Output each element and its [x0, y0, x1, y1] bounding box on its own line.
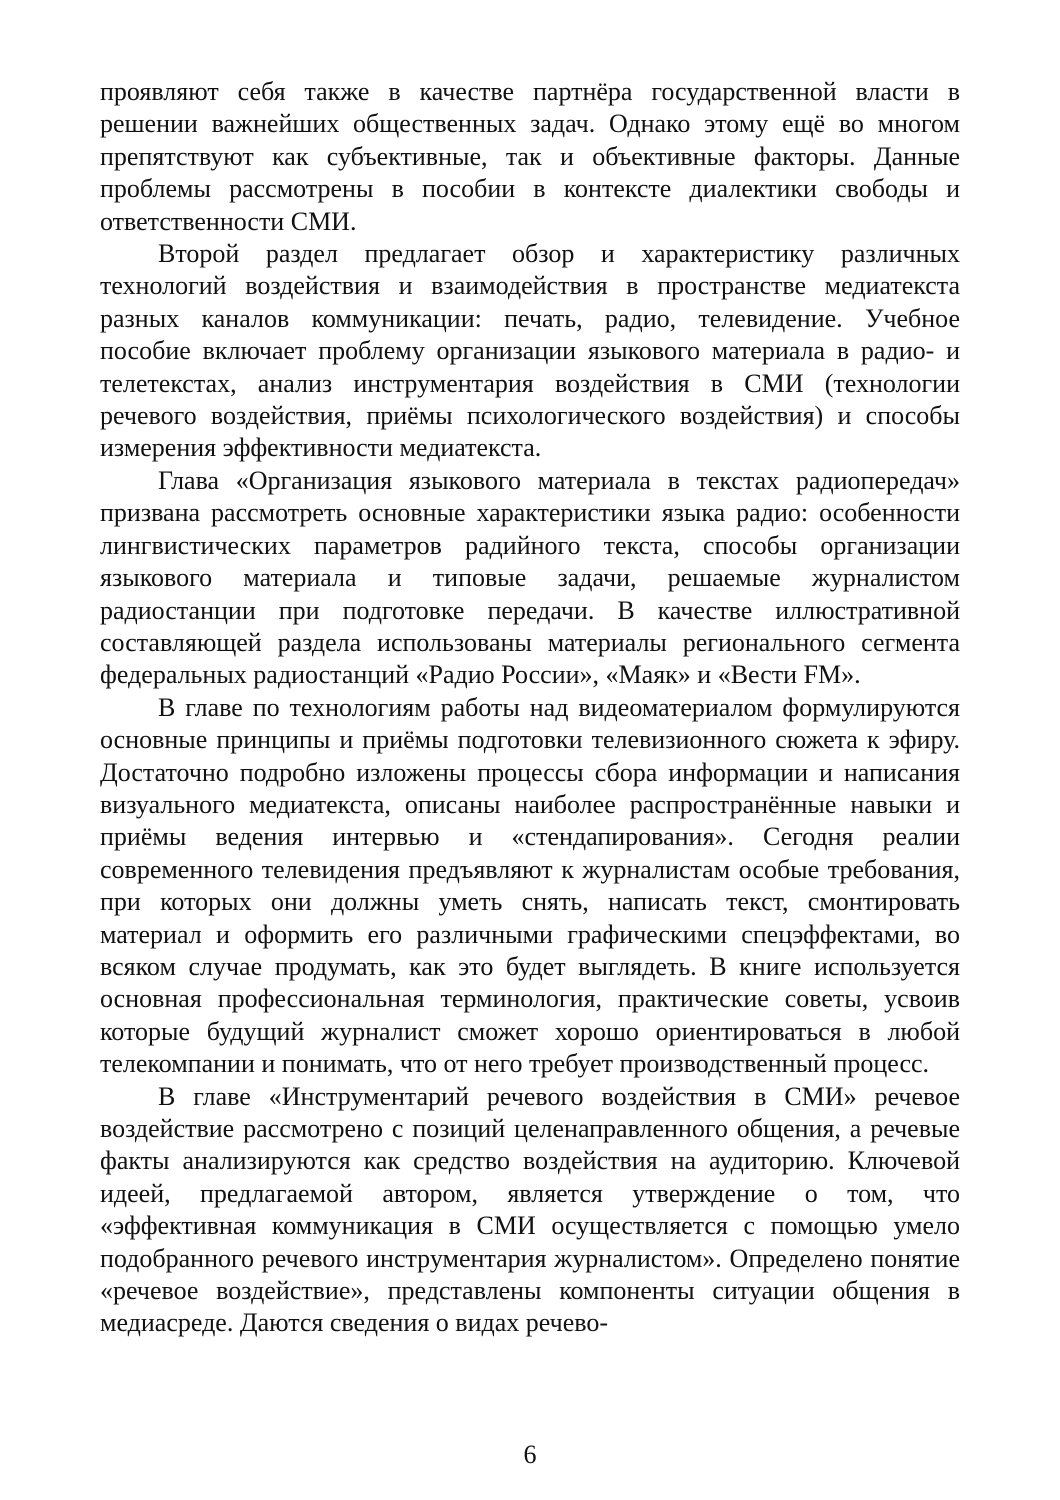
- paragraph-second-section: Второй раздел предлагает обзор и характеристику различных технологий воздействия и взаимодействия в пространстве медиатекста разных каналов коммуникации: печать, радио, телевидение. Учебное пособие включает проблему организации языкового материала в радио- и телетекстах, анализ инструментария воздействия в СМИ (технологии речевого воздействия, приёмы психологического воздействия) и способы измерения эффективности медиатекста.: [100, 239, 960, 463]
- page-number: 6: [523, 1440, 537, 1469]
- paragraph-speech-chapter: В главе «Инструментарий речевого воздействия в СМИ» речевое воздействие рассмотрено с позиций целенаправленного общения, а речевые факты анализируются как средство воздействия на аудиторию. Ключевой идеей, предлагаемой автором, является утверждение о том, что «эффективная коммуникация в СМИ осуществляется с помощью умело подобранного речевого инструментария журналистом». Определено понятие «речевое воздействие», представлены компоненты ситуации общения в медиасреде. Даются сведения о видах речево-: [100, 1081, 960, 1338]
- paragraph-radio-chapter: Глава «Организация языкового материала в текстах радиопередач» призвана рассмотреть основные характеристики языка радио: особенности лингвистических параметров радийного текста, способы организации языкового материала и типовые задачи, решаемые журналистом радиостанции при подготовке передачи. В качестве иллюстративной составляющей раздела использованы материалы регионального сегмента федеральных радиостанций «Радио России», «Маяк» и «Вести FM».: [100, 465, 960, 690]
- paragraph-continuation: проявляют себя также в качестве партнёра государственной власти в решении важнейших общественных задач. Однако этому ещё во многом препятствуют как субъективные, так и объективные факторы. Данные проблемы рассмотрены в пособии в контексте диалектики свободы и ответственности СМИ.: [100, 77, 960, 236]
- page-body: [100, 76, 960, 1340]
- paragraph-video-chapter: В главе по технологиям работы над видеоматериалом формулируются основные принципы и приёмы подготовки телевизионного сюжета к эфиру. Достаточно подробно изложены процессы сбора информации и написания визуального медиатекста, описаны наиболее распространённые навыки и приёмы ведения интервью и «стендапирования». Сегодня реалии современного телевидения предъявляют к журналистам особые требования, при которых они должны уметь снять, написать текст, смонтировать материал и оформить его различными графическими спецэффектами, во всяком случае продумать, как это будет выглядеть. В книге используется основная профессиональная терминология, практические советы, усвоив которые будущий журналист сможет хорошо ориентироваться в любой телекомпании и понимать, что от него требует производственный процесс.: [100, 692, 960, 1079]
